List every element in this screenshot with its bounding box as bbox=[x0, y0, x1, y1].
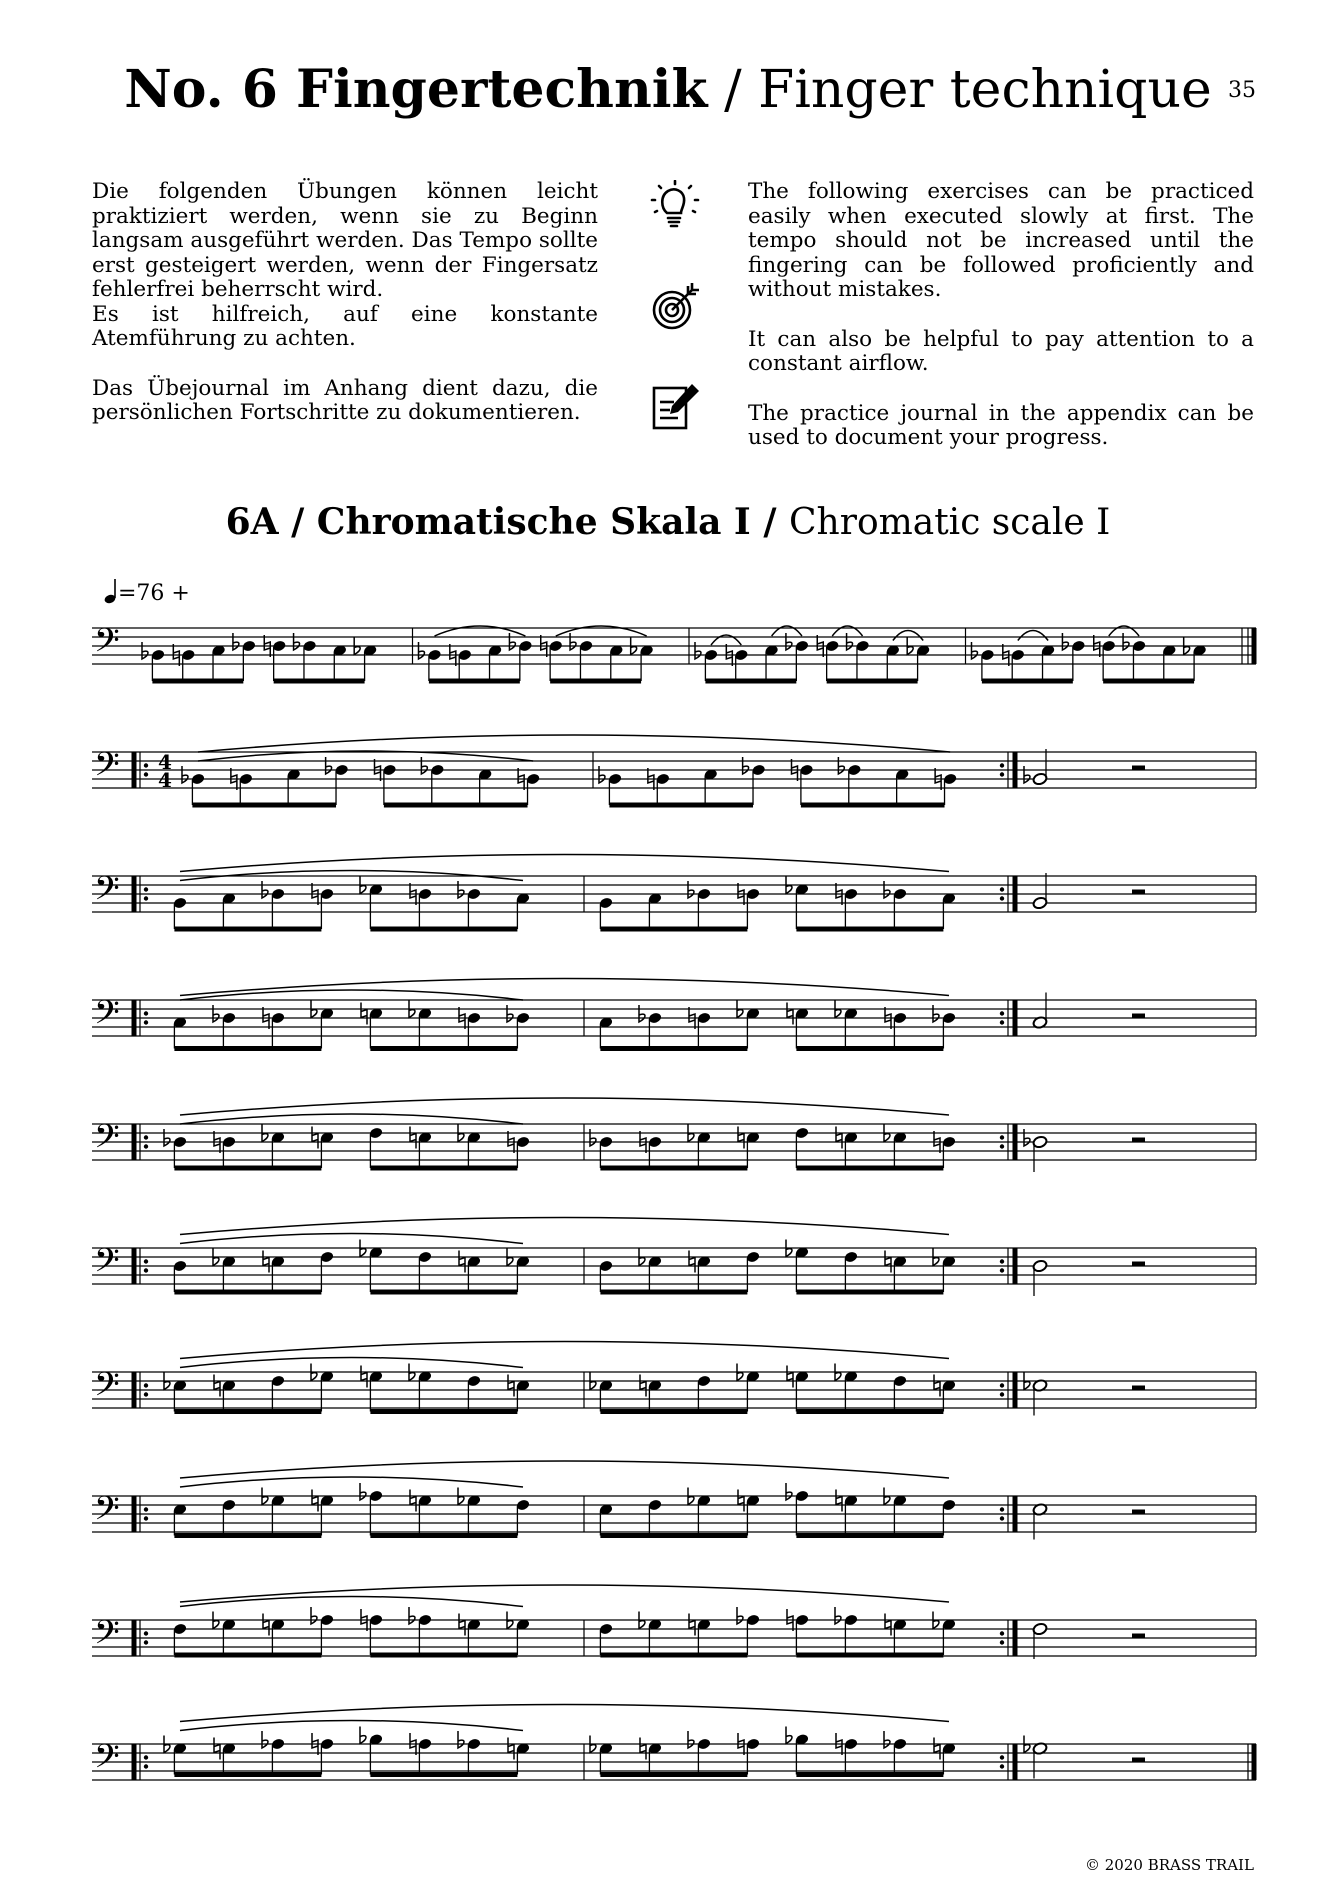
repeat-dot bbox=[144, 1135, 148, 1139]
natural-sign bbox=[214, 1375, 220, 1397]
flat-sign bbox=[142, 642, 148, 659]
repeat-dot bbox=[144, 1755, 148, 1759]
page-number: 35 bbox=[1228, 78, 1256, 103]
title-regular: Finger technique bbox=[758, 60, 1212, 120]
natural-sign bbox=[934, 1375, 940, 1397]
natural-sign bbox=[508, 1738, 514, 1760]
flat-sign bbox=[639, 1005, 645, 1022]
half-rest bbox=[1132, 1262, 1145, 1267]
natural-sign bbox=[787, 1003, 793, 1025]
repeat-dot bbox=[1000, 1259, 1004, 1263]
flat-sign bbox=[838, 757, 844, 774]
slur bbox=[180, 1114, 523, 1124]
repeat-dot bbox=[144, 1268, 148, 1272]
phrase-slur bbox=[198, 735, 950, 752]
flat-sign bbox=[847, 633, 853, 650]
slur bbox=[180, 1721, 523, 1731]
natural-sign bbox=[410, 1490, 416, 1512]
natural-sign bbox=[263, 1251, 269, 1273]
natural-sign bbox=[885, 1251, 891, 1273]
flat-sign bbox=[213, 1005, 219, 1022]
natural-sign bbox=[312, 1127, 318, 1149]
repeat-dot bbox=[144, 1392, 148, 1396]
natural-sign bbox=[836, 1490, 842, 1512]
staff-system-1 bbox=[92, 622, 1256, 681]
target-icon bbox=[648, 280, 702, 334]
repeat-dot bbox=[144, 1383, 148, 1387]
half-rest bbox=[1132, 1758, 1145, 1763]
flat-sign bbox=[419, 642, 425, 659]
bass-clef: 𝄢 bbox=[94, 622, 120, 668]
flat-sign bbox=[360, 1727, 366, 1744]
flat-sign bbox=[233, 633, 239, 650]
repeat-dot bbox=[1000, 1383, 1004, 1387]
flat-sign bbox=[360, 1483, 366, 1500]
natural-sign bbox=[410, 1127, 416, 1149]
natural-sign bbox=[689, 1614, 695, 1636]
flat-sign bbox=[458, 1731, 464, 1748]
intro-german bbox=[92, 180, 598, 451]
exercise-title bbox=[0, 500, 1336, 545]
phrase-slur bbox=[180, 855, 949, 872]
flat-sign bbox=[262, 881, 268, 898]
slur bbox=[180, 1234, 523, 1244]
intro-de-paragraph-1: Die folgenden Übungen können leicht praktiziert werden, wenn sie zu Beginn langsam ausgeführt werden. Das Tempo sollte erst gesteigert werden, wenn der Fingersatz fehlerfrei beherrscht wird. bbox=[92, 179, 598, 302]
staff-system-7 bbox=[92, 1342, 1256, 1416]
natural-sign bbox=[738, 1490, 744, 1512]
phrase-slur bbox=[180, 1705, 949, 1722]
bass-clef: 𝄢 bbox=[94, 746, 120, 792]
intro-en-paragraph-3: The practice journal in the appendix can be used to document your progress. bbox=[748, 400, 1254, 450]
natural-sign bbox=[312, 1490, 318, 1512]
repeat-dot bbox=[1000, 896, 1004, 900]
natural-sign bbox=[361, 1366, 367, 1388]
natural-sign bbox=[214, 1738, 220, 1760]
flat-sign bbox=[933, 1005, 939, 1022]
half-rest bbox=[1132, 766, 1145, 771]
slur bbox=[1018, 631, 1048, 641]
flat-sign bbox=[743, 757, 749, 774]
natural-sign bbox=[738, 1127, 744, 1149]
flat-sign bbox=[688, 881, 694, 898]
bass-clef: 𝄢 bbox=[94, 1366, 120, 1412]
repeat-dot bbox=[1000, 887, 1004, 891]
flat-sign bbox=[326, 757, 332, 774]
repeat-dot bbox=[144, 896, 148, 900]
phrase-slur bbox=[180, 1218, 949, 1235]
page-title bbox=[0, 58, 1336, 122]
half-rest bbox=[1132, 1386, 1145, 1391]
flat-sign bbox=[1024, 1129, 1030, 1146]
flat-sign bbox=[458, 881, 464, 898]
bass-clef: 𝄢 bbox=[94, 1738, 120, 1784]
staff-system-2 bbox=[92, 735, 1256, 805]
natural-sign bbox=[787, 1366, 793, 1388]
staff-system-9 bbox=[92, 1585, 1256, 1660]
repeat-dot bbox=[1000, 1516, 1004, 1520]
repeat-dot bbox=[144, 1507, 148, 1511]
flat-sign bbox=[590, 1129, 596, 1146]
staff-system-8 bbox=[92, 1461, 1256, 1540]
natural-sign bbox=[689, 1251, 695, 1273]
repeat-dot bbox=[1000, 1144, 1004, 1148]
time-signature-numerator: 4 bbox=[158, 750, 172, 774]
flat-sign bbox=[311, 1607, 317, 1624]
intro-de-paragraph-2: Es ist hilfreich, auf eine konstante Atemführung zu achten. bbox=[92, 301, 598, 351]
lightbulb-icon bbox=[648, 180, 702, 234]
bass-clef: 𝄢 bbox=[94, 994, 120, 1040]
staff-system-10 bbox=[92, 1705, 1256, 1785]
flat-sign bbox=[409, 1607, 415, 1624]
repeat-dot bbox=[1000, 1755, 1004, 1759]
bass-clef: 𝄢 bbox=[94, 1490, 120, 1536]
flat-sign bbox=[884, 1731, 890, 1748]
repeat-dot bbox=[1000, 1631, 1004, 1635]
half-rest bbox=[1132, 1634, 1145, 1639]
exercise-title-bold: 6A / Chromatische Skala I bbox=[225, 501, 751, 543]
flat-sign bbox=[786, 1727, 792, 1744]
repeat-dot bbox=[144, 772, 148, 776]
time-signature-denominator: 4 bbox=[158, 768, 172, 792]
flat-sign bbox=[835, 1607, 841, 1624]
flat-sign bbox=[509, 633, 515, 650]
natural-sign bbox=[361, 1003, 367, 1025]
repeat-dot bbox=[1000, 1640, 1004, 1644]
flat-sign bbox=[1024, 766, 1030, 783]
staff-system-5 bbox=[92, 1098, 1256, 1172]
half-rest bbox=[1132, 1138, 1145, 1143]
bass-clef: 𝄢 bbox=[94, 1614, 120, 1660]
natural-sign bbox=[459, 1251, 465, 1273]
repeat-dot bbox=[1000, 1392, 1004, 1396]
phrase-slur bbox=[180, 979, 949, 996]
repeat-dot bbox=[144, 1259, 148, 1263]
journal-pen-icon bbox=[648, 380, 702, 434]
repeat-dot bbox=[1000, 1764, 1004, 1768]
natural-sign bbox=[640, 1738, 646, 1760]
intro-en-paragraph-2: It can also be helpful to pay attention to a constant airflow. bbox=[748, 326, 1254, 376]
half-rest bbox=[1132, 890, 1145, 895]
slur bbox=[893, 631, 923, 641]
flat-sign bbox=[507, 1005, 513, 1022]
flat-sign bbox=[599, 766, 605, 783]
phrase-slur bbox=[180, 1461, 949, 1478]
bass-clef: 𝄢 bbox=[94, 1242, 120, 1288]
natural-sign bbox=[508, 1375, 514, 1397]
natural-sign bbox=[885, 1614, 891, 1636]
intro-de-paragraph-3: Das Übejournal im Anhang dient dazu, die persönlichen Fortschritte zu dokumentieren. bbox=[92, 375, 598, 425]
flat-sign bbox=[164, 1129, 170, 1146]
repeat-dot bbox=[1000, 1011, 1004, 1015]
repeat-dot bbox=[144, 1764, 148, 1768]
repeat-dot bbox=[1000, 1507, 1004, 1511]
intro-en-paragraph-1: The following exercises can be practiced easily when executed slowly at first. The tempo should not be increased until the fingering can be followed proficiently and without mistakes. bbox=[748, 179, 1254, 302]
flat-sign bbox=[786, 633, 792, 650]
natural-sign bbox=[263, 1614, 269, 1636]
slur bbox=[180, 1358, 523, 1368]
exercise-title-regular: Chromatic scale I bbox=[789, 502, 1111, 543]
flat-sign bbox=[972, 642, 978, 659]
flat-sign bbox=[1062, 633, 1068, 650]
natural-sign bbox=[640, 1375, 646, 1397]
natural-sign bbox=[459, 1614, 465, 1636]
phrase-slur bbox=[180, 1098, 949, 1115]
staff-system-3 bbox=[92, 855, 1256, 930]
title-bold: No. 6 Fingertechnik bbox=[124, 59, 708, 120]
flat-sign bbox=[695, 642, 701, 659]
repeat-dot bbox=[144, 1020, 148, 1024]
natural-sign bbox=[836, 1127, 842, 1149]
flat-sign bbox=[786, 1483, 792, 1500]
copyright: © 2020 BRASS TRAIL bbox=[1085, 1856, 1254, 1874]
flat-sign bbox=[262, 1731, 268, 1748]
bass-clef: 𝄢 bbox=[94, 870, 120, 916]
tempo-value: =76 + bbox=[118, 581, 190, 606]
repeat-dot bbox=[1000, 1135, 1004, 1139]
repeat-dot bbox=[1000, 1020, 1004, 1024]
staff-system-6 bbox=[92, 1218, 1256, 1297]
repeat-dot bbox=[1000, 772, 1004, 776]
flat-sign bbox=[688, 1731, 694, 1748]
slur bbox=[180, 1477, 523, 1487]
flat-sign bbox=[737, 1607, 743, 1624]
bass-clef: 𝄢 bbox=[94, 1118, 120, 1164]
repeat-dot bbox=[144, 1516, 148, 1520]
repeat-dot bbox=[144, 887, 148, 891]
repeat-dot bbox=[144, 1144, 148, 1148]
repeat-dot bbox=[144, 1011, 148, 1015]
repeat-dot bbox=[144, 1640, 148, 1644]
half-rest bbox=[1132, 1014, 1145, 1019]
music-score bbox=[0, 600, 1336, 1840]
exercise-title-separator: / bbox=[750, 501, 789, 543]
staff-system-4 bbox=[92, 979, 1256, 1049]
flat-sign bbox=[421, 757, 427, 774]
repeat-dot bbox=[1000, 763, 1004, 767]
phrase-slur bbox=[180, 1585, 949, 1602]
flat-sign bbox=[570, 633, 576, 650]
flat-sign bbox=[884, 881, 890, 898]
flat-sign bbox=[294, 633, 300, 650]
natural-sign bbox=[934, 1738, 940, 1760]
half-rest bbox=[1132, 1510, 1145, 1515]
title-separator: / bbox=[707, 60, 759, 120]
repeat-dot bbox=[144, 763, 148, 767]
phrase-slur bbox=[180, 1342, 949, 1359]
intro-english bbox=[748, 180, 1254, 476]
repeat-dot bbox=[1000, 1268, 1004, 1272]
flat-sign bbox=[1123, 633, 1129, 650]
repeat-dot bbox=[144, 1631, 148, 1635]
flat-sign bbox=[182, 766, 188, 783]
